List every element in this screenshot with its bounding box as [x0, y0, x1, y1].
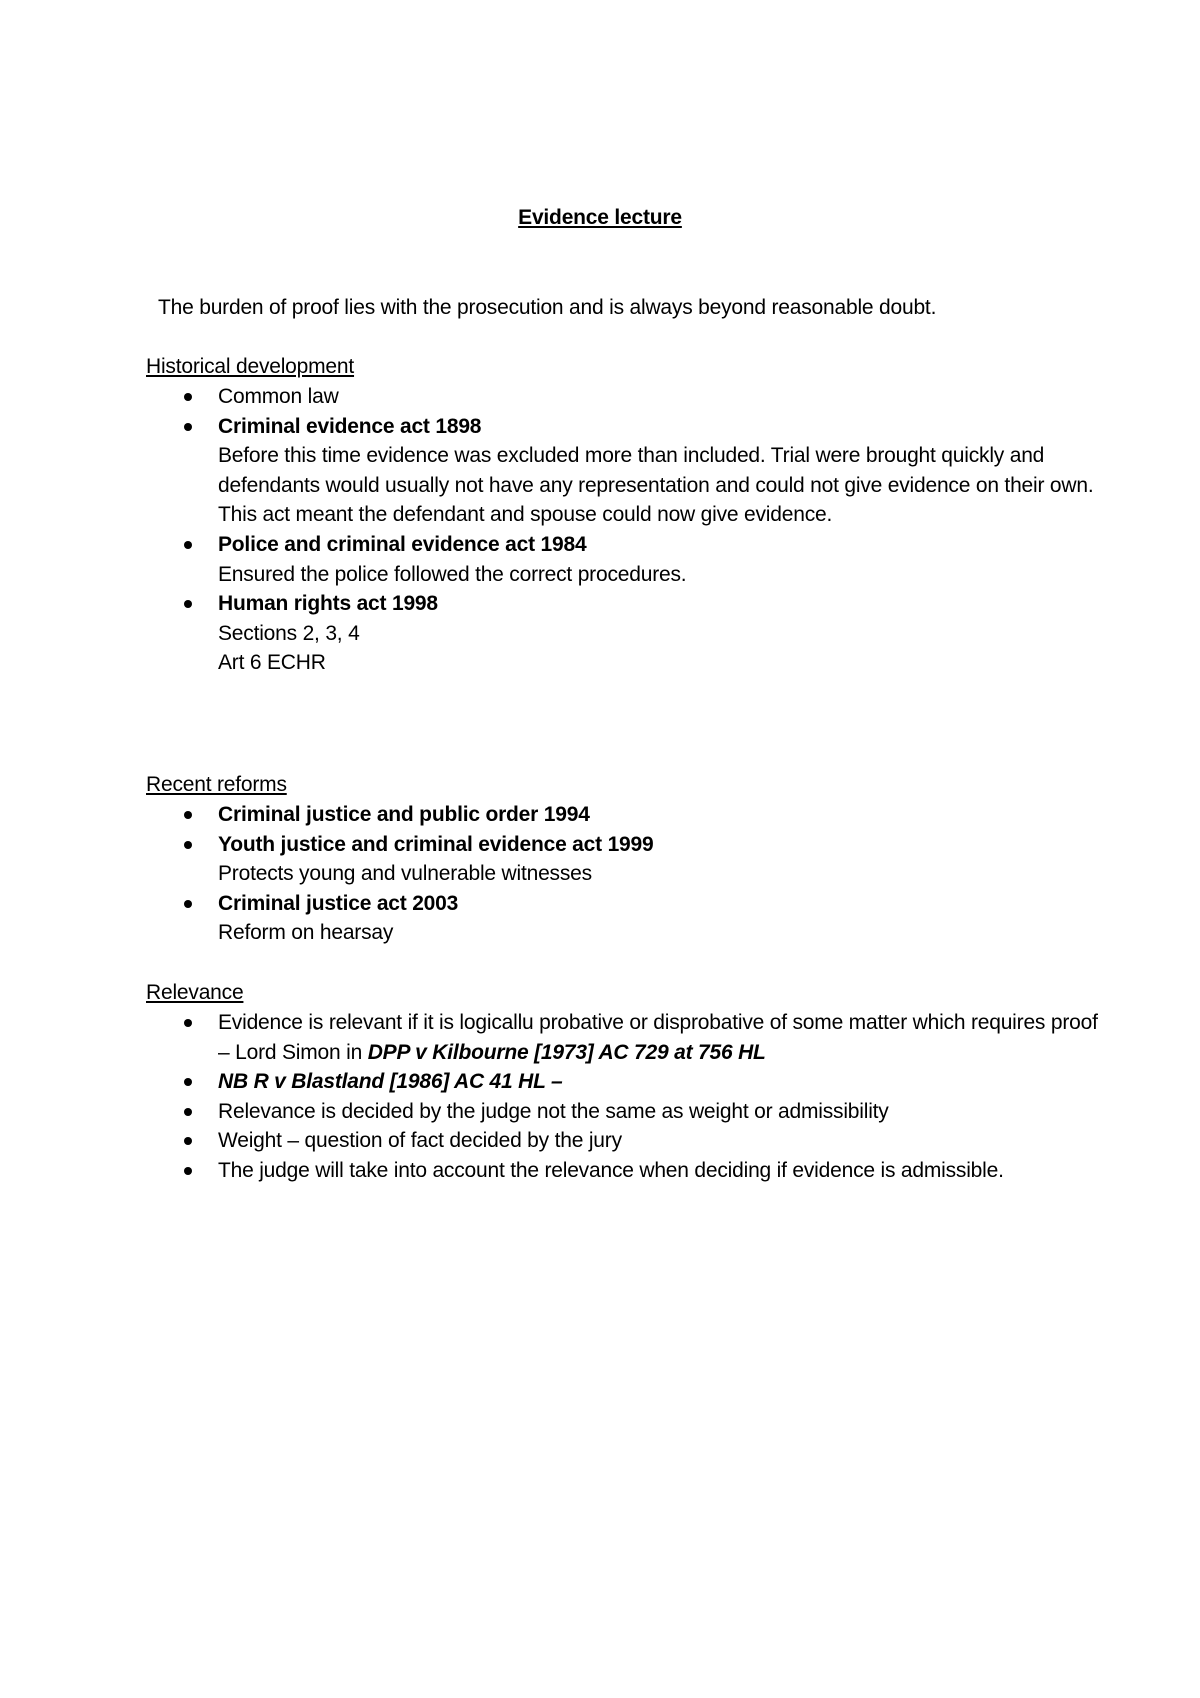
list-item — [146, 1156, 1106, 1186]
list-item — [146, 1097, 1106, 1127]
item-text: Relevance is decided by the judge not the same as weight or admissibility — [218, 1099, 889, 1123]
item-title: Criminal evidence act 1898 — [218, 414, 482, 438]
item-title: Criminal justice act 2003 — [218, 891, 459, 915]
intro-paragraph: The burden of proof lies with the prosecution and is always beyond reasonable doubt. — [158, 296, 937, 319]
item-description: Protects young and vulnerable witnesses — [218, 862, 592, 886]
section-heading: Relevance — [146, 981, 244, 1004]
list-item — [146, 589, 1106, 678]
bullet-list — [146, 800, 1106, 948]
item-text: The judge will take into account the relevance when deciding if evidence is admissible. — [218, 1158, 1004, 1182]
section-heading: Recent reforms — [146, 773, 287, 796]
document-title: Evidence lecture — [518, 206, 682, 229]
list-item — [146, 1067, 1106, 1097]
list-item — [146, 1126, 1106, 1156]
item-title: Criminal justice and public order 1994 — [218, 803, 590, 826]
case-citation: DPP v Kilbourne [1973] AC 729 at 756 HL — [367, 1040, 766, 1064]
list-item — [146, 830, 1106, 889]
item-description: This act meant the defendant and spouse could now give evidence. — [218, 503, 833, 527]
item-text: Weight – question of fact decided by the jury — [218, 1129, 622, 1153]
item-description: Sections 2, 3, 4 — [218, 621, 360, 645]
list-item — [146, 382, 1106, 412]
item-title: Human rights act 1998 — [218, 592, 438, 616]
item-title: Police and criminal evidence act 1984 — [218, 532, 587, 556]
item-text: Common law — [218, 385, 339, 408]
list-item — [146, 1008, 1106, 1067]
list-item — [146, 412, 1106, 530]
item-description: Reform on hearsay — [218, 921, 394, 945]
item-description: Ensured the police followed the correct procedures. — [218, 562, 687, 586]
list-item — [146, 800, 1106, 830]
case-citation: NB R v Blastland [1986] AC 41 HL – — [218, 1070, 563, 1094]
item-text: Evidence is relevant if it is logicallu probative or disprobative of some matter which requires proof – Lord Simon in — [218, 1011, 1098, 1064]
recent-reforms-section — [146, 770, 1106, 948]
historical-development-section — [146, 352, 1106, 678]
item-description: Art 6 ECHR — [218, 651, 326, 675]
section-heading: Historical development — [146, 355, 355, 378]
relevance-section — [146, 978, 1106, 1186]
item-description: Before this time evidence was excluded more than included. Trial were brought quickly and defendants would usually not have any representation and could not give evidence on their own. — [218, 444, 1094, 497]
list-item — [146, 530, 1106, 589]
bullet-list — [146, 382, 1106, 678]
list-item — [146, 889, 1106, 948]
bullet-list — [146, 1008, 1106, 1186]
item-title: Youth justice and criminal evidence act 1999 — [218, 832, 654, 856]
